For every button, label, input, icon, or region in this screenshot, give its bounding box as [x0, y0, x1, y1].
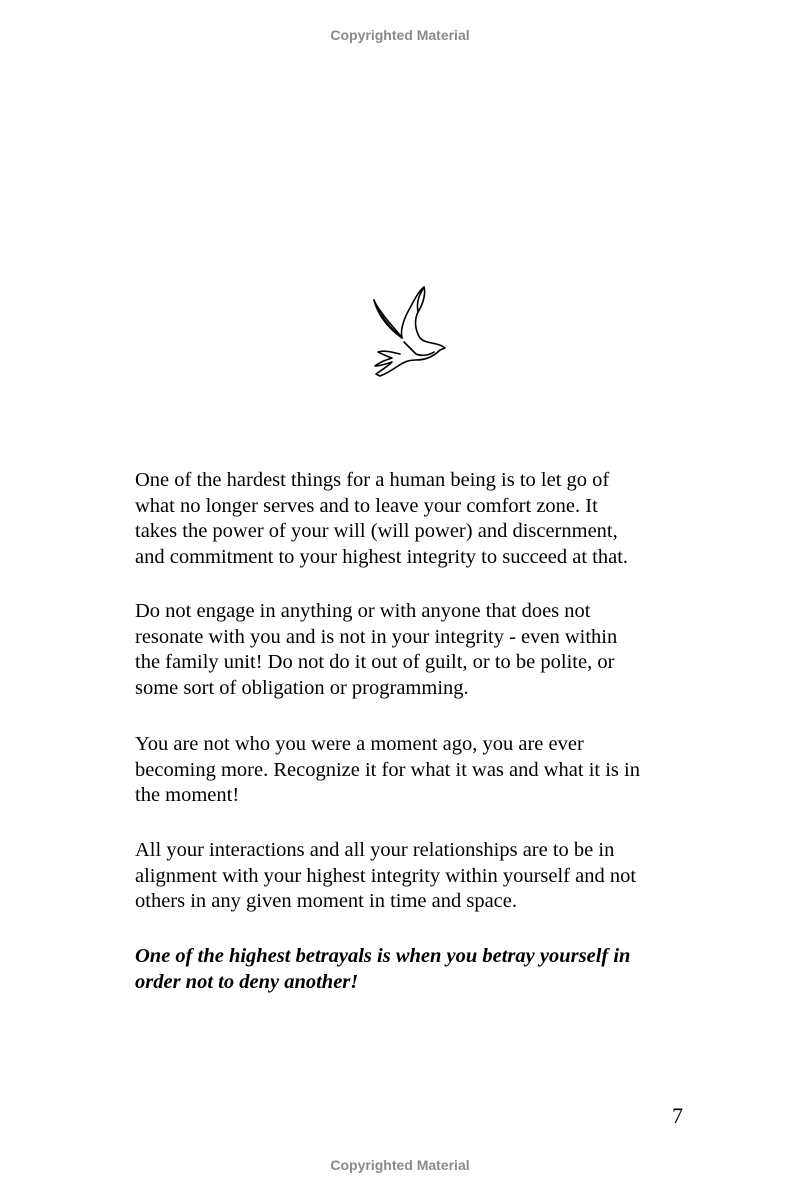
- text-line: the moment!: [135, 784, 240, 807]
- copyright-watermark-top: Copyrighted Material: [330, 27, 470, 43]
- dove-icon: [360, 280, 460, 380]
- paragraph-2: [135, 599, 695, 702]
- paragraph-1: [135, 468, 695, 571]
- text-line: alignment with your highest integrity within yourself and not: [135, 864, 637, 887]
- copyright-watermark-bottom: Copyrighted Material: [330, 1157, 470, 1173]
- text-line: some sort of obligation or programming.: [135, 677, 469, 700]
- text-line: resonate with you and is not in your integrity - even within: [135, 625, 618, 648]
- text-line: takes the power of your will (will power) and discernment,: [135, 520, 618, 543]
- text-line: what no longer serves and to leave your comfort zone. It: [135, 494, 598, 517]
- text-line: One of the hardest things for a human being is to let go of: [135, 469, 610, 491]
- page-number: 7: [672, 1103, 683, 1128]
- text-line: others in any given moment in time and space.: [135, 890, 518, 913]
- text-line: becoming more. Recognize it for what it was and what it is in: [135, 758, 640, 781]
- text-line: One of the highest betrayals is when you betray yourself in: [135, 945, 631, 967]
- paragraph-3: [135, 732, 695, 809]
- text-line: and commitment to your highest integrity to succeed at that.: [135, 546, 629, 569]
- paragraph-4: [135, 838, 695, 915]
- text-line: the family unit! Do not do it out of guilt, or to be polite, or: [135, 651, 615, 674]
- text-line: All your interactions and all your relationships are to be in: [135, 839, 615, 861]
- text-line: order not to deny another!: [135, 970, 359, 993]
- emphasis-paragraph: [135, 944, 695, 995]
- text-line: You are not who you were a moment ago, you are ever: [135, 733, 584, 755]
- text-line: Do not engage in anything or with anyone that does not: [135, 600, 591, 622]
